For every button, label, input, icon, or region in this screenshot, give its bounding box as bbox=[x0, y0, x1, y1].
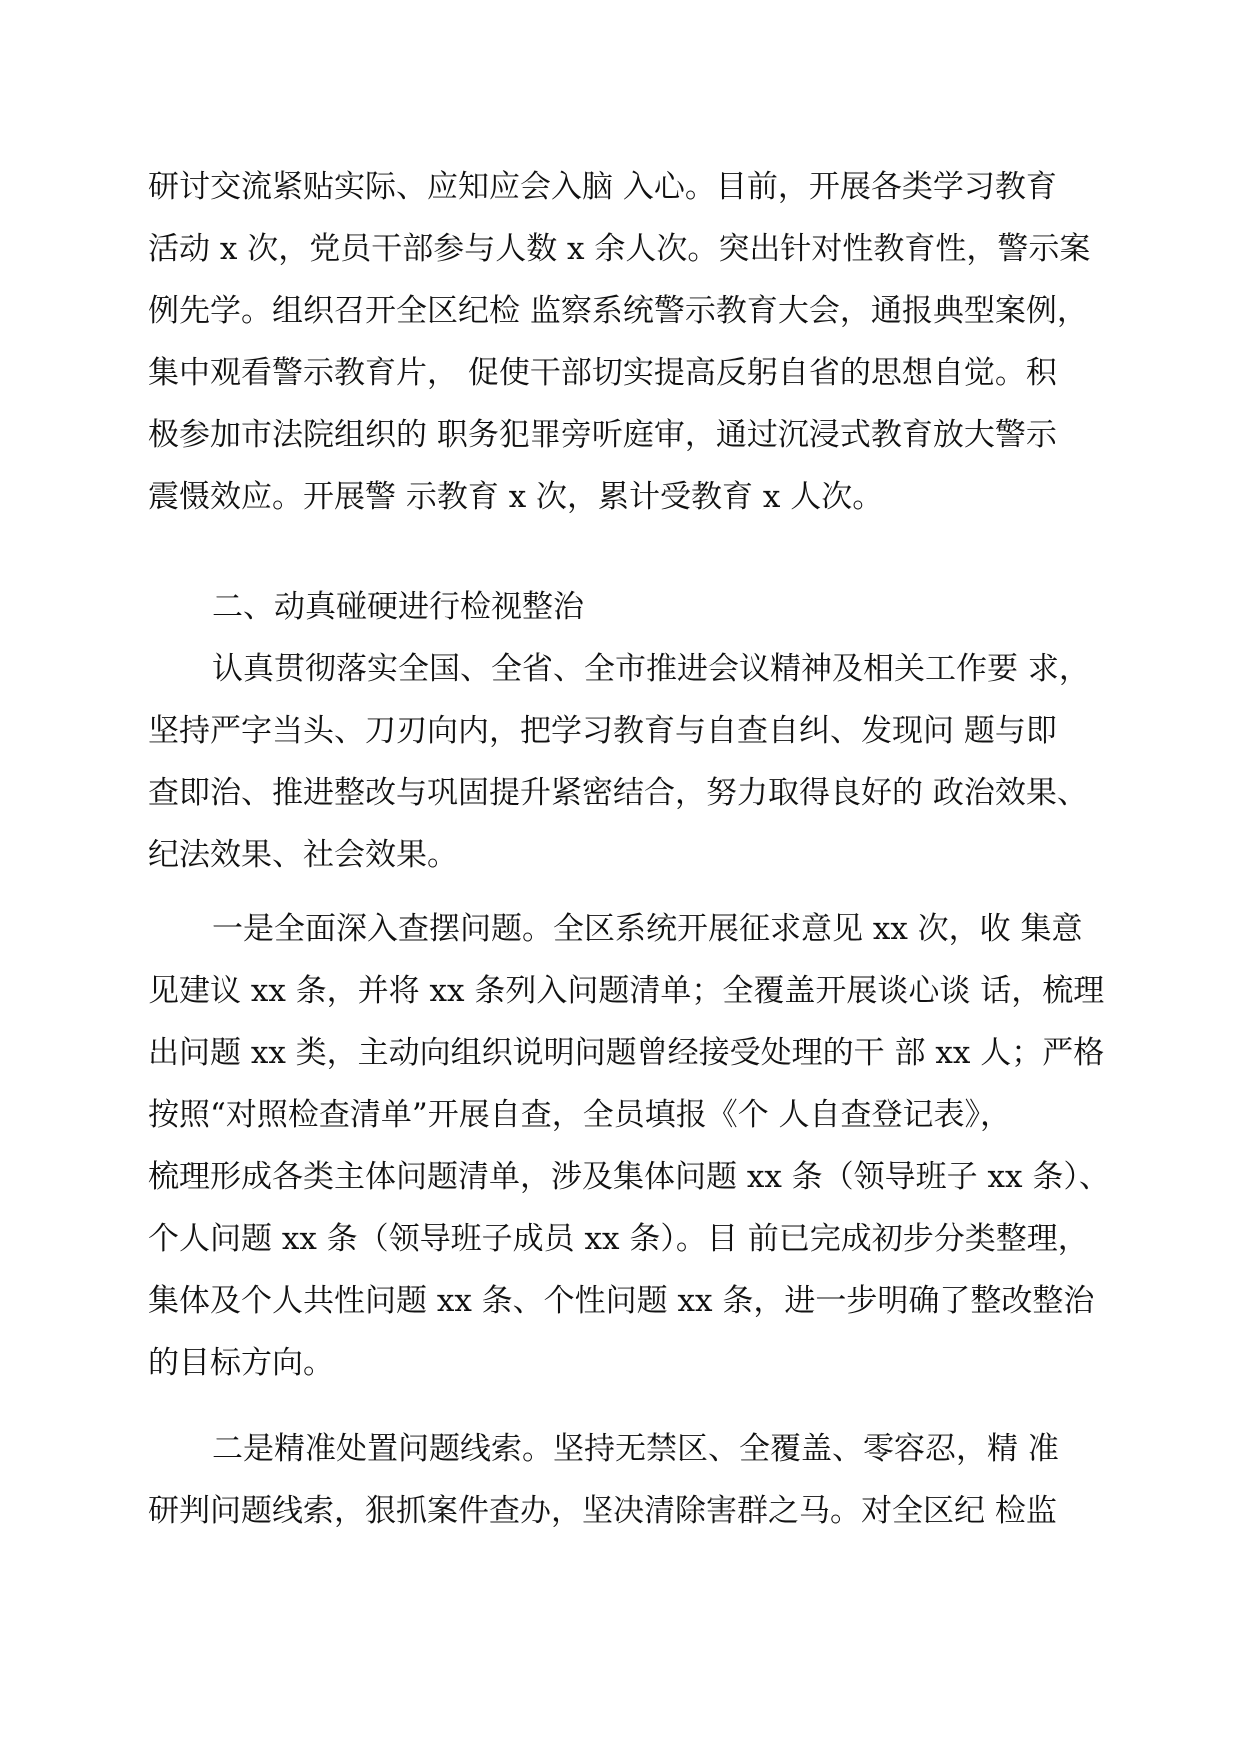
text-line: 查即治、推进整改与巩固提升紧密结合，努力取得良好的 政治效果、 bbox=[148, 775, 1088, 811]
section-heading-2 bbox=[148, 576, 1098, 638]
text-line: 的目标方向。 bbox=[148, 1345, 334, 1381]
text-line: 集体及个人共性问题 xx 条、个性问题 xx 条，进一步明确了整改整治 bbox=[148, 1283, 1095, 1319]
text-line: 研讨交流紧贴实际、应知应会入脑 入心。目前，开展各类学习教育 bbox=[148, 169, 1057, 205]
section-heading: 二、动真碰硬进行检视整治 bbox=[212, 589, 584, 625]
text-line: 按照“对照检查清单”开展自查，全员填报《个 人自查登记表》， bbox=[148, 1097, 1012, 1133]
paragraph-handle-clues bbox=[148, 1418, 1098, 1542]
text-line: 见建议 xx 条，并将 xx 条列入问题清单；全覆盖开展谈心谈 话，梳理 bbox=[148, 973, 1105, 1009]
text-line: 集中观看警示教育片， 促使干部切实提高反躬自省的思想自觉。积 bbox=[148, 355, 1057, 391]
text-line: 活动 x 次，党员干部参与人数 x 余人次。突出针对性教育性，警示案 bbox=[148, 231, 1091, 267]
text-line: 例先学。组织召开全区纪检 监察系统警示教育大会，通报典型案例， bbox=[148, 293, 1088, 329]
paragraph-inspection-rectification bbox=[148, 638, 1098, 886]
paragraph-study-education bbox=[148, 156, 1098, 528]
text-line: 认真贯彻落实全国、全省、全市推进会议精神及相关工作要 求， bbox=[212, 651, 1090, 687]
text-line: 极参加市法院组织的 职务犯罪旁听庭审，通过沉浸式教育放大警示 bbox=[148, 417, 1057, 453]
text-line: 出问题 xx 类，主动向组织说明问题曾经接受处理的干 部 xx 人；严格 bbox=[148, 1035, 1105, 1071]
text-line: 震慑效应。开展警 示教育 x 次，累计受教育 x 人次。 bbox=[148, 479, 884, 515]
text-line: 研判问题线索，狠抓案件查办，坚决清除害群之马。对全区纪 检监 bbox=[148, 1493, 1057, 1529]
paragraph-find-problems bbox=[148, 898, 1110, 1394]
text-line: 坚持严字当头、刀刃向内，把学习教育与自查自纠、发现问 题与即 bbox=[148, 713, 1057, 749]
text-line: 二是精准处置问题线索。坚持无禁区、全覆盖、零容忍，精 准 bbox=[212, 1431, 1059, 1467]
text-line: 个人问题 xx 条（领导班子成员 xx 条）。目 前已完成初步分类整理， bbox=[148, 1221, 1089, 1257]
text-line: 梳理形成各类主体问题清单，涉及集体问题 xx 条（领导班子 xx 条）、 bbox=[148, 1159, 1110, 1195]
text-line: 一是全面深入查摆问题。全区系统开展征求意见 xx 次，收 集意 bbox=[212, 911, 1083, 947]
text-line: 纪法效果、社会效果。 bbox=[148, 837, 458, 873]
